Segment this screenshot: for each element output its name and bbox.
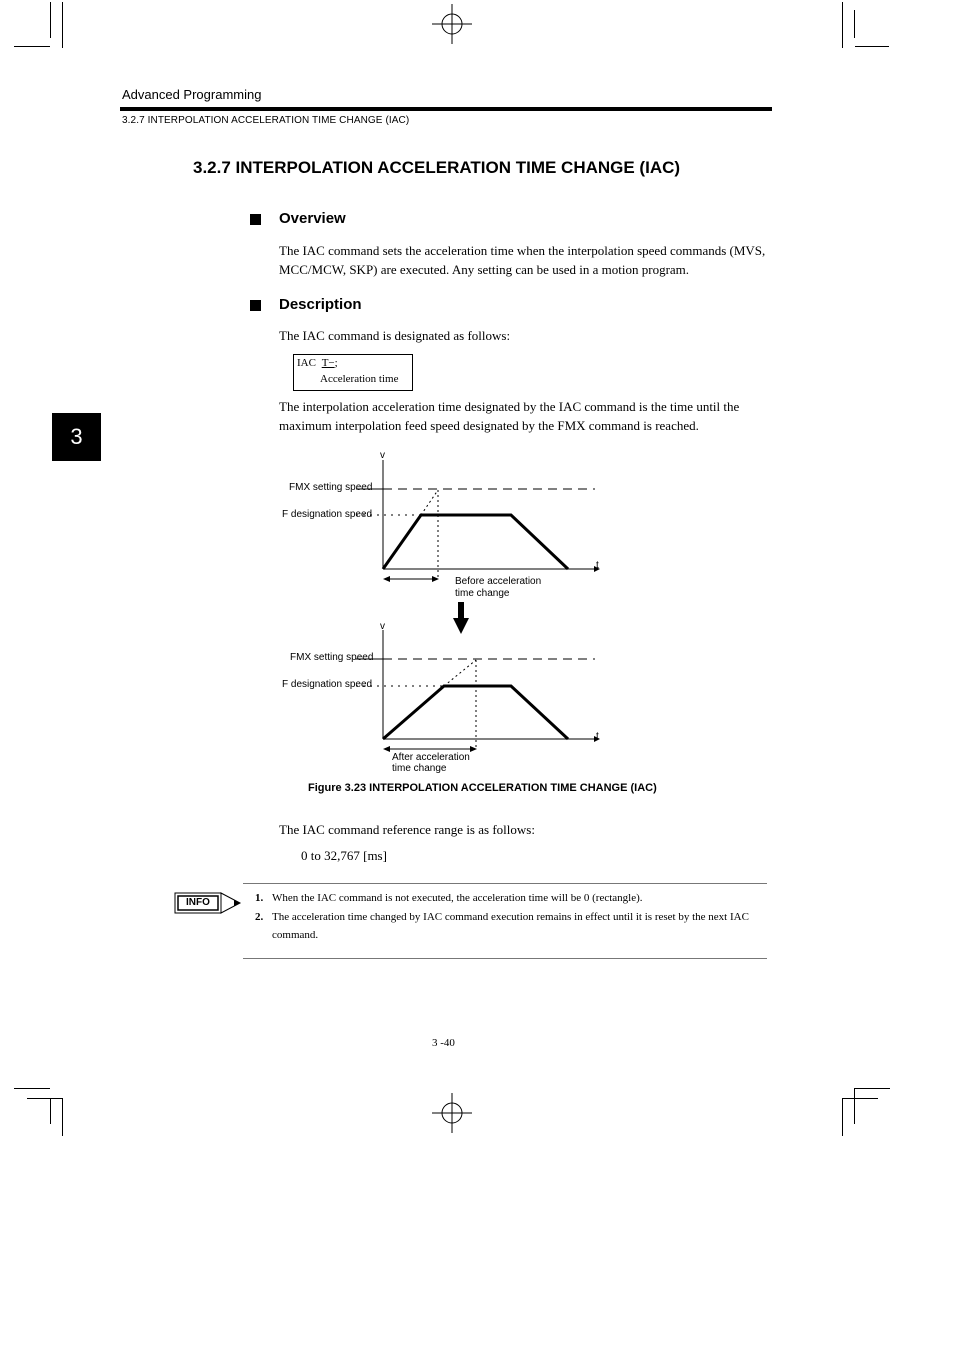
overview-heading: Overview — [279, 210, 346, 227]
crop-mark — [62, 2, 63, 48]
syntax-terminator: ; — [334, 357, 338, 369]
description-bullet — [250, 300, 261, 311]
chapter-tab: 3 — [52, 413, 101, 461]
crop-mark — [27, 1098, 63, 1099]
range-value: 0 to 32,767 [ms] — [301, 848, 387, 863]
syntax-param: T− — [321, 357, 335, 369]
info-item-number: 1. — [255, 892, 264, 904]
velocity-chart-before — [270, 448, 610, 608]
syntax-command: IAC — [297, 357, 316, 369]
top-t-axis-label: t — [596, 560, 599, 571]
header-rule — [120, 107, 772, 111]
crop-mark — [50, 2, 51, 38]
info-item-text: The acceleration time changed by IAC command execution remains in effect until it is reset by the next IAC command. — [272, 911, 749, 941]
crop-mark — [842, 2, 843, 48]
running-header-subtitle: 3.2.7 INTERPOLATION ACCELERATION TIME CHANGE (IAC) — [122, 115, 410, 126]
overview-bullet — [250, 214, 261, 225]
description-text: The interpolation acceleration time designated by the IAC command is the time until the maximum interpolation feed speed designated by the FMX command is reached. — [279, 399, 740, 433]
crop-mark — [854, 1088, 890, 1089]
info-badge-label: INFO — [186, 897, 210, 908]
crop-mark — [14, 46, 50, 47]
running-header-title: Advanced Programming — [122, 87, 262, 102]
bottom-v-axis-label: v — [380, 621, 385, 632]
bottom-f-label: F designation speed — [282, 679, 373, 690]
description-heading: Description — [279, 296, 362, 313]
bottom-note-line1: After acceleration — [392, 752, 470, 763]
info-item-text: When the IAC command is not executed, the acceleration time will be 0 (rectangle). — [272, 892, 643, 904]
info-item — [255, 908, 765, 944]
description-intro: The IAC command is designated as follows: — [279, 328, 511, 343]
info-item — [255, 889, 765, 907]
overview-text: The IAC command sets the acceleration time when the interpolation speed commands (MVS, MCC/MCW, SKP) are executed. Any setting can be used in a motion program. — [279, 243, 766, 277]
bottom-fmx-label: FMX setting speed — [290, 652, 374, 663]
bottom-t-axis-label: t — [596, 731, 599, 742]
registration-target-top — [432, 4, 472, 44]
crop-mark — [854, 10, 855, 38]
top-note-line2: time change — [455, 588, 510, 599]
page-number: 3 -40 — [432, 1037, 455, 1049]
section-title: 3.2.7 INTERPOLATION ACCELERATION TIME CHANGE (IAC) — [193, 158, 681, 177]
info-bottom-rule — [243, 958, 767, 959]
crop-mark — [62, 1098, 63, 1136]
top-f-label: F designation speed — [282, 509, 373, 520]
command-syntax-box — [293, 354, 413, 391]
crop-mark — [842, 1098, 878, 1099]
figure-caption: Figure 3.23 INTERPOLATION ACCELERATION TIME CHANGE (IAC) — [308, 782, 657, 794]
bottom-note-line2: time change — [392, 763, 447, 774]
crop-mark — [855, 46, 889, 47]
crop-mark — [854, 1088, 855, 1124]
top-note-line1: Before acceleration — [455, 576, 542, 587]
info-item-number: 2. — [255, 911, 264, 923]
crop-mark — [14, 1088, 50, 1089]
registration-target-bottom — [432, 1093, 472, 1133]
syntax-param-label: Acceleration time — [320, 373, 399, 385]
crop-mark — [50, 1098, 51, 1124]
top-fmx-label: FMX setting speed — [289, 482, 373, 493]
range-intro: The IAC command reference range is as follows: — [279, 822, 535, 837]
top-v-axis-label: v — [380, 450, 385, 461]
crop-mark — [842, 1098, 843, 1136]
info-top-rule — [243, 883, 767, 884]
